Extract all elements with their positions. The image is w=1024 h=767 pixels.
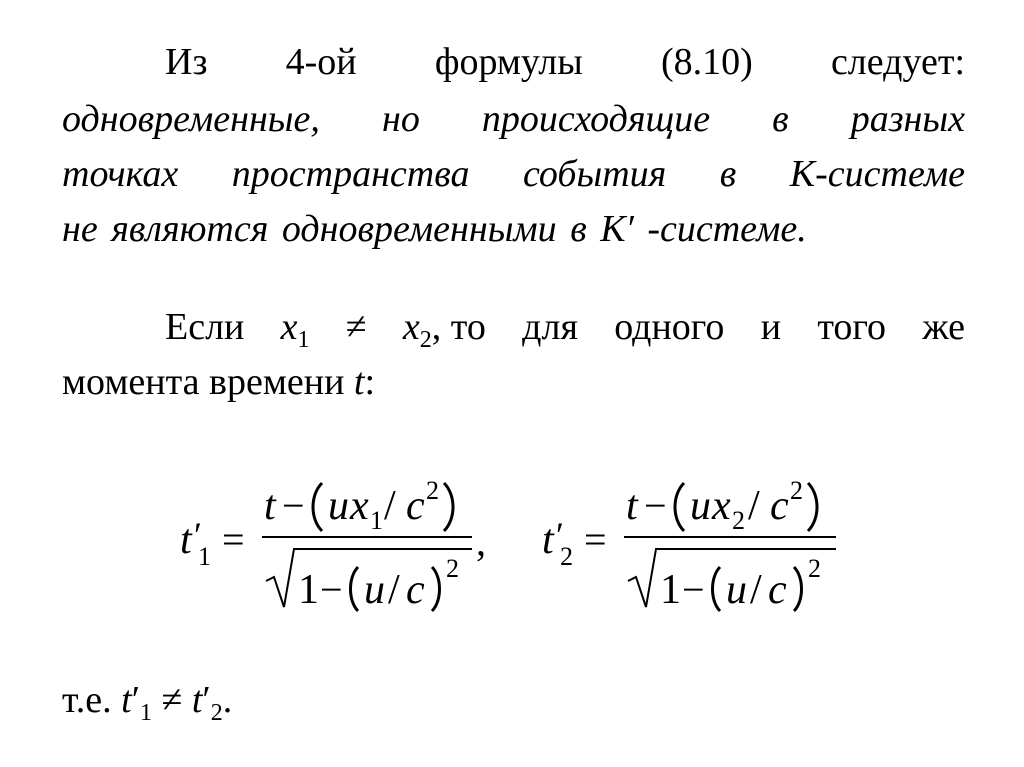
svg-text:′: ′ (194, 515, 202, 555)
word: K-системе (789, 153, 965, 195)
word: одновременные, (62, 98, 320, 140)
svg-text:u: u (328, 483, 349, 529)
neq-symbol: ≠ (345, 306, 367, 348)
svg-text:x: x (350, 483, 369, 529)
svg-text:c: c (768, 567, 787, 613)
svg-text:1: 1 (660, 567, 681, 613)
svg-text:/: / (748, 483, 760, 529)
word: же (922, 306, 965, 348)
svg-text:,: , (476, 519, 486, 564)
word: 4-ой (285, 41, 357, 83)
word: одного (614, 306, 725, 348)
word: пространства (231, 153, 470, 195)
word: одновременными (281, 208, 557, 250)
svg-text:=: = (584, 517, 607, 562)
svg-text:c: c (406, 567, 425, 613)
word: формулы (434, 41, 583, 83)
paragraph1-line4 (62, 207, 965, 251)
svg-text:1: 1 (298, 567, 319, 613)
math-x1: $x_1$ (280, 306, 310, 353)
word: Из (165, 41, 208, 83)
word: и (760, 306, 782, 348)
neq-symbol: ≠ (152, 679, 192, 721)
ie-prefix: т.е. (62, 679, 122, 721)
svg-text:1: 1 (198, 542, 211, 571)
word: Если (165, 306, 245, 348)
paragraph1-line3 (62, 152, 965, 196)
svg-text:u: u (364, 567, 385, 613)
svg-text:−: − (644, 483, 667, 528)
svg-text:t: t (180, 517, 192, 563)
paragraph2-line1 (62, 305, 965, 353)
svg-text:/: / (384, 483, 396, 529)
svg-text:=: = (222, 517, 245, 562)
var-t: t (353, 361, 365, 403)
prime-mark: ′ (131, 679, 140, 721)
paragraph2-line2 (62, 360, 965, 404)
word: происходящие (481, 98, 711, 140)
sub-2: 2 (210, 700, 223, 726)
svg-text:t: t (542, 517, 554, 563)
word: но (381, 98, 420, 140)
svg-text:′: ′ (556, 515, 564, 555)
svg-text:t: t (626, 483, 638, 529)
conclusion-line (62, 678, 965, 726)
word: являются (111, 208, 269, 250)
colon: : (364, 361, 376, 403)
word: разных (850, 98, 965, 140)
formula-t1 (180, 476, 486, 613)
word: не (62, 208, 98, 250)
word: (8.10) (660, 41, 753, 83)
svg-text:c: c (770, 483, 789, 529)
paragraph1-line2 (62, 97, 965, 141)
word: K′ -системе. (600, 208, 807, 250)
word: следует: (830, 41, 965, 83)
word: того (817, 306, 887, 348)
period: . (222, 679, 233, 721)
svg-text:2: 2 (426, 476, 439, 505)
math-x2: $x_2$, то (402, 306, 486, 353)
sub-1: 1 (140, 700, 152, 726)
word: в (570, 208, 587, 250)
var-t: t (121, 679, 132, 721)
word: для (522, 306, 578, 348)
svg-text:2: 2 (446, 554, 459, 583)
svg-text:−: − (682, 567, 705, 612)
word: точках (62, 153, 179, 195)
svg-text:2: 2 (732, 506, 745, 535)
svg-text:2: 2 (790, 476, 803, 505)
svg-text:u: u (726, 567, 747, 613)
paragraph1-line1 (62, 40, 965, 84)
svg-text:/: / (750, 567, 762, 613)
svg-text:1: 1 (370, 506, 383, 535)
svg-text:−: − (320, 567, 343, 612)
svg-text:/: / (388, 567, 400, 613)
svg-text:x: x (712, 483, 731, 529)
prime-mark: ′ (202, 679, 211, 721)
svg-text:2: 2 (808, 554, 821, 583)
svg-text:t: t (264, 483, 276, 529)
svg-text:c: c (406, 483, 425, 529)
word: в (719, 153, 737, 195)
word: в (772, 98, 789, 140)
var-t: t (191, 679, 203, 721)
svg-text:u: u (690, 483, 711, 529)
svg-text:2: 2 (560, 542, 573, 571)
formula-t2 (542, 476, 836, 613)
svg-text:−: − (282, 483, 305, 528)
text-moment: момента времени (62, 361, 354, 403)
word: события (522, 153, 667, 195)
lorentz-time-formula (170, 455, 870, 630)
